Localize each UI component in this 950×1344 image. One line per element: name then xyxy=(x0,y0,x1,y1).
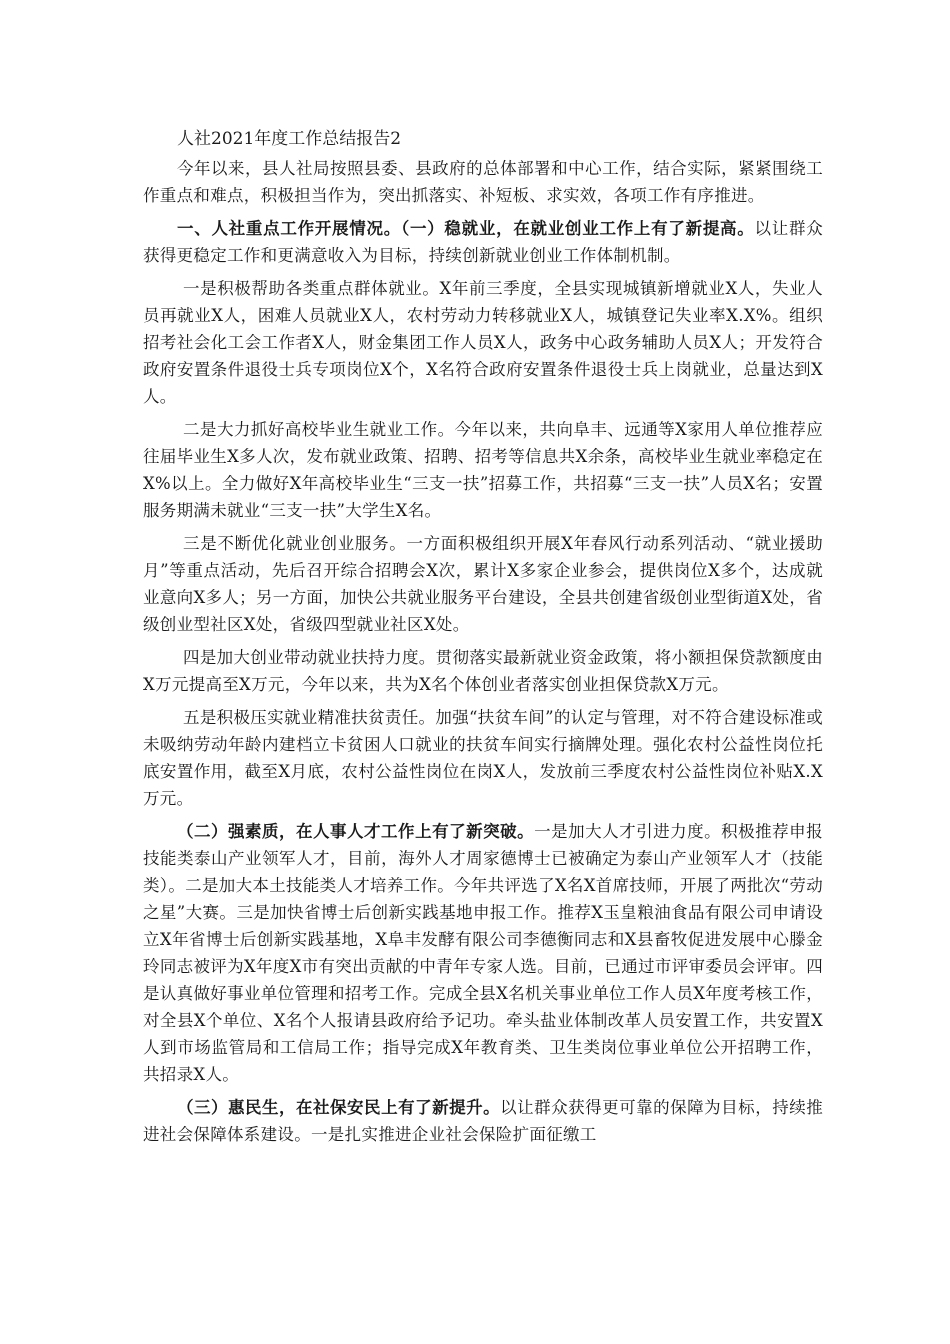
section-1-heading: 一、人社重点工作开展情况。（一）稳就业，在就业创业工作上有了新提高。 xyxy=(177,219,755,238)
item-5-paragraph: 五是积极压实就业精准扶贫责任。加强“扶贫车间”的认定与管理，对不符合建设标准或未吸纳劳动年龄内建档立卡贫困人口就业的扶贫车间实行摘牌处理。强化农村公益性岗位托底安置作用，截至X月底，农村公益性岗位在岗X人，发放前三季度农村公益性岗位补贴X.X万元。 xyxy=(143,708,823,808)
section-2-heading: （二）强素质，在人事人才工作上有了新突破。 xyxy=(177,822,535,841)
section-2-paragraph xyxy=(143,818,823,1088)
item-4-paragraph: 四是加大创业带动就业扶持力度。贯彻落实最新就业资金政策，将小额担保贷款额度由X万元提高至X万元，今年以来，共为X名个体创业者落实创业担保贷款X万元。 xyxy=(143,648,823,694)
section-3-text: 以让群众获得更可靠的保障为目标，持续推进社会保障体系建设。一是扎实推进企业社会保险扩面征缴工 xyxy=(143,1098,824,1144)
item-1-paragraph: 一是积极帮助各类重点群体就业。X年前三季度，全县实现城镇新增就业X人，失业人员再就业X人，困难人员就业X人，农村劳动力转移就业X人，城镇登记失业率X.X%。组织招考社会化工会工作者X人，财金集团工作人员X人，政务中心政务辅助人员X人；开发符合政府安置条件退役士兵专项岗位X个，X名符合政府安置条件退役士兵上岗就业，总量达到X人。 xyxy=(143,279,823,406)
intro-paragraph: 今年以来，县人社局按照县委、县政府的总体部署和中心工作，结合实际，紧紧围绕工作重点和难点，积极担当作为，突出抓落实、补短板、求实效，各项工作有序推进。 xyxy=(143,159,823,205)
section-3-paragraph xyxy=(143,1094,823,1148)
document-title: 人社2021年度工作总结报告2 xyxy=(177,129,402,149)
section-1-text: 以让群众获得更稳定工作和更满意收入为目标，持续创新就业创业工作体制机制。 xyxy=(143,219,824,265)
section-1-paragraph xyxy=(143,215,823,269)
item-2-paragraph: 二是大力抓好高校毕业生就业工作。今年以来，共向阜丰、远通等X家用人单位推荐应往届毕业生X多人次，发布就业政策、招聘、招考等信息共X余条，高校毕业生就业率稳定在X%以上。全力做好X年高校毕业生“三支一扶”招募工作，共招募“三支一扶”人员X名；安置服务期满未就业“三支一扶”大学生X名。 xyxy=(143,420,823,520)
section-2-text: 一是加大人才引进力度。积极推荐申报技能类泰山产业领军人才，目前，海外人才周家德博士已被确定为泰山产业领军人才（技能类）。二是加大本土技能类人才培养工作。今年共评选了X名X首席技师，开展了两批次“劳动之星”大赛。三是加快省博士后创新实践基地申报工作。推荐X玉皇粮油食品有限公司申请设立X年省博士后创新实践基地，X阜丰发酵有限公司李德衡同志和X县畜牧促进发展中心滕金玲同志被评为X年度X市有突出贡献的中青年专家人选。目前，已通过市评审委员会评审。四是认真做好事业单位管理和招考工作。完成全县X名机关事业单位工作人员X年度考核工作，对全县X个单位、X名个人报请县政府给予记功。牵头盐业体制改革人员安置工作，共安置X人到市场监管局和工信局工作；指导完成X年教育类、卫生类岗位事业单位公开招聘工作，共招录X人。 xyxy=(143,822,823,1084)
document-page xyxy=(143,126,823,1154)
item-3-paragraph: 三是不断优化就业创业服务。一方面积极组织开展X年春风行动系列活动、“就业援助月”等重点活动，先后召开综合招聘会X次，累计X多家企业参会，提供岗位X多个，达成就业意向X多人；另一方面，加快公共就业服务平台建设，全县共创建省级创业型街道X处，省级创业型社区X处，省级四型就业社区X处。 xyxy=(143,534,823,634)
section-3-heading: （三）惠民生，在社保安民上有了新提升。 xyxy=(177,1098,501,1117)
